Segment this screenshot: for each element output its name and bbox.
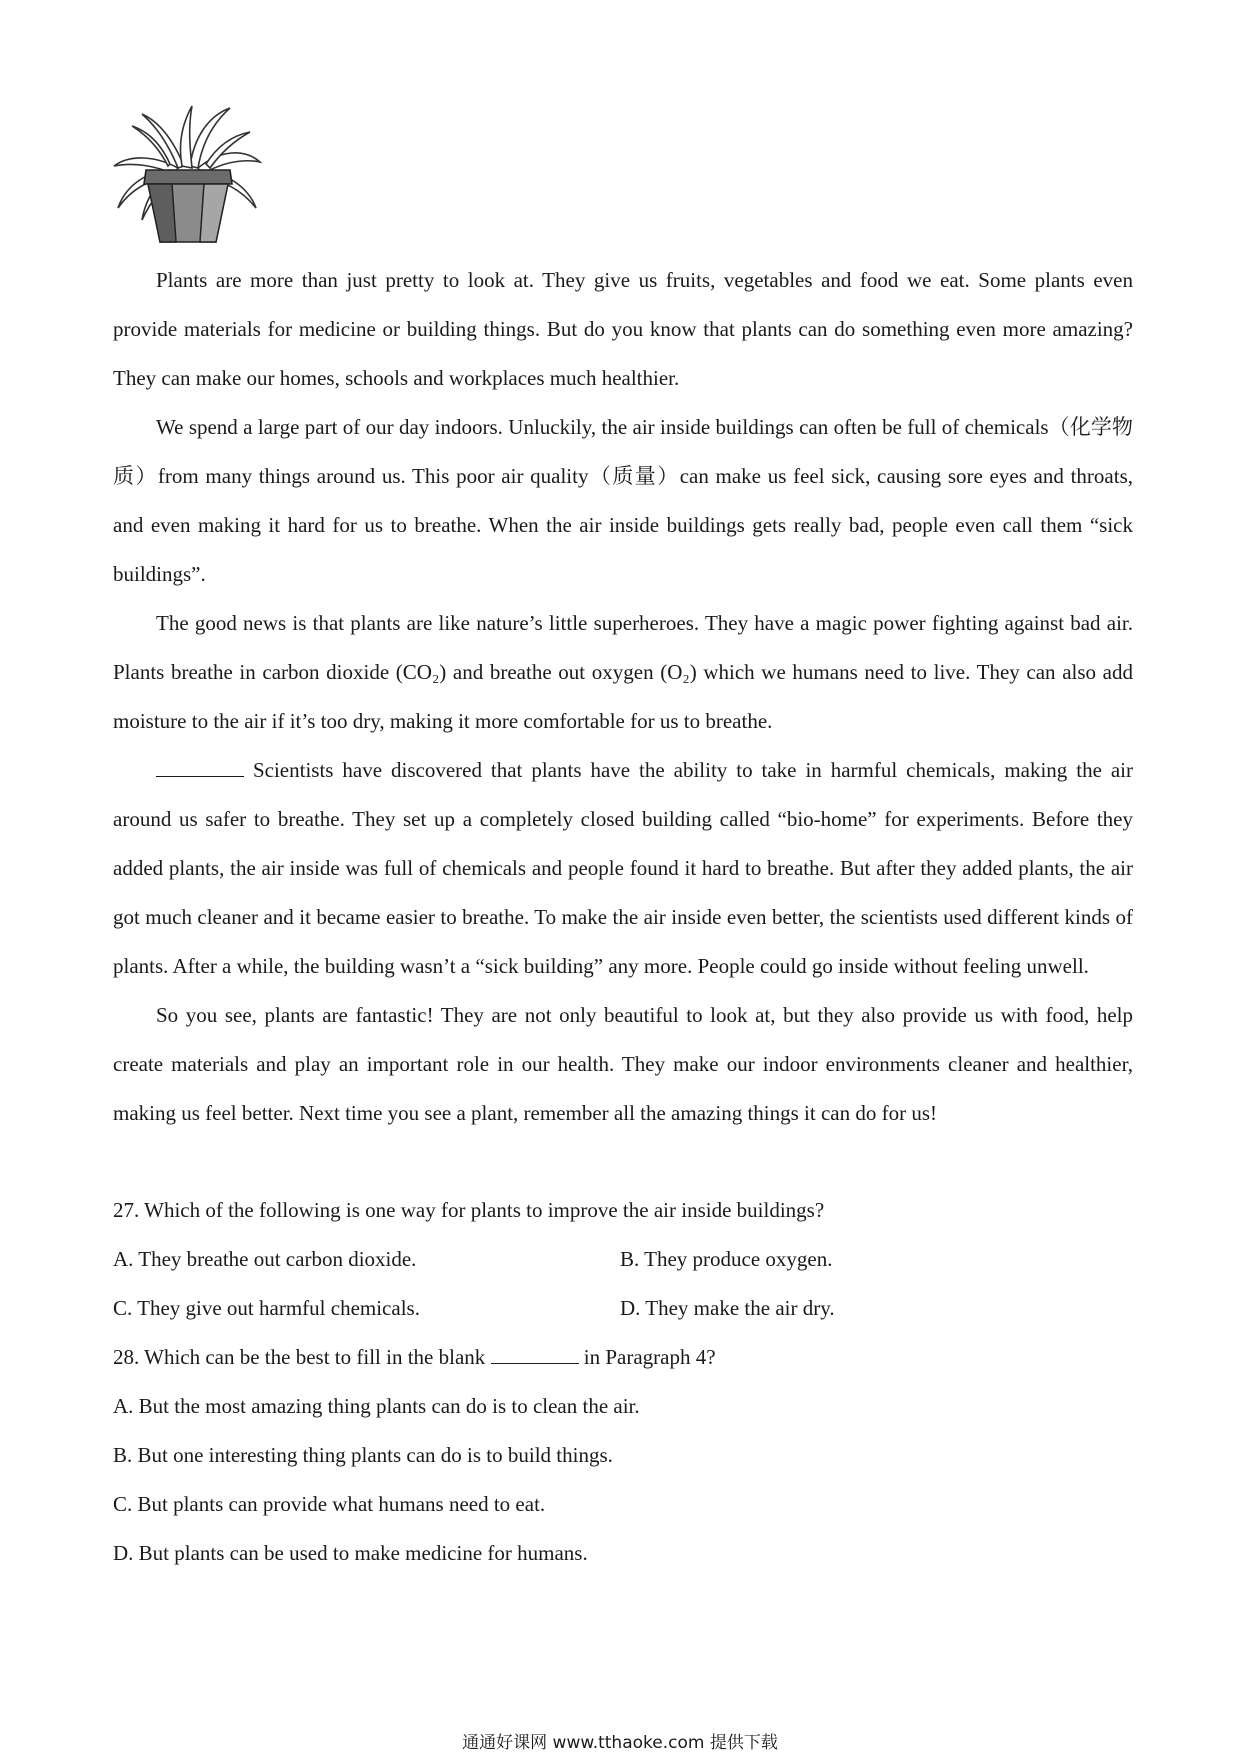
question-28-stem-after: in Paragraph 4? bbox=[583, 1345, 716, 1369]
paragraph-2: We spend a large part of our day indoors. Unluckily, the air inside buildings can often be full of chemicals（化学物质）from many things around us. This poor air quality（质量）can make us feel sick, causing sore eyes and throats, and even making it hard for us to breathe. When the air inside buildings gets really bad, people even call them “sick buildings”. bbox=[113, 415, 1133, 586]
question-27-options-row-1 bbox=[113, 1235, 1133, 1284]
question-28-option-c: C. But plants can provide what humans need to eat. bbox=[113, 1492, 546, 1516]
question-28-blank bbox=[491, 1347, 579, 1364]
questions-section bbox=[113, 1186, 1133, 1578]
page-footer: 通通好课网 www.tthaoke.com 提供下载 bbox=[462, 1733, 778, 1753]
fill-in-blank bbox=[156, 760, 244, 777]
potted-plant-icon bbox=[112, 104, 262, 246]
paragraph-1: Plants are more than just pretty to look at. They give us fruits, vegetables and food we eat. Some plants even provide materials for medicine or building things. But do you know that plants can do something even more amazing? They can make our homes, schools and workplaces much healthier. bbox=[113, 268, 1133, 390]
paragraph-5: So you see, plants are fantastic! They are not only beautiful to look at, but they also provide us with food, help create materials and play an important role in our health. They make our indoor environments cleaner and healthier, making us feel better. Next time you see a plant, remember all the amazing things it can do for us! bbox=[113, 1003, 1133, 1125]
question-28-stem bbox=[113, 1333, 1133, 1382]
question-27-option-c: C. They give out harmful chemicals. bbox=[113, 1296, 420, 1320]
question-28-option-d: D. But plants can be used to make medicine for humans. bbox=[113, 1541, 588, 1565]
question-28-option-b: B. But one interesting thing plants can do is to build things. bbox=[113, 1443, 613, 1467]
question-27-option-b: B. They produce oxygen. bbox=[620, 1247, 833, 1271]
question-27-option-d: D. They make the air dry. bbox=[620, 1296, 835, 1320]
question-27-options-row-2 bbox=[113, 1284, 1133, 1333]
paragraph-3: The good news is that plants are like nature’s little superheroes. They have a magic power fighting against bad air. Plants breathe in carbon dioxide (CO₂) and breathe out oxygen (O₂) which we humans need to live. They can also add moisture to the air if it’s too dry, making it more comfortable for us to breathe. bbox=[113, 611, 1133, 733]
question-27-stem: 27. Which of the following is one way for plants to improve the air inside buildings? bbox=[113, 1198, 825, 1222]
paragraph-4 bbox=[113, 746, 1133, 991]
paragraph-4-text: Scientists have discovered that plants have the ability to take in harmful chemicals, making the air around us safer to breathe. They set up a completely closed building called “bio-home” for experiments. Before they added plants, the air inside was full of chemicals and people found it hard to breathe. But after they added plants, the air got much cleaner and it became easier to breathe. To make the air inside even better, the scientists used different kinds of plants. After a while, the building wasn’t a “sick building” any more. People could go inside without feeling unwell. bbox=[113, 758, 1134, 978]
question-27-option-a: A. They breathe out carbon dioxide. bbox=[113, 1247, 417, 1271]
question-28-stem-before: 28. Which can be the best to fill in the blank bbox=[113, 1345, 486, 1369]
reading-passage bbox=[113, 256, 1133, 1138]
question-28-option-a: A. But the most amazing thing plants can do is to clean the air. bbox=[113, 1394, 640, 1418]
